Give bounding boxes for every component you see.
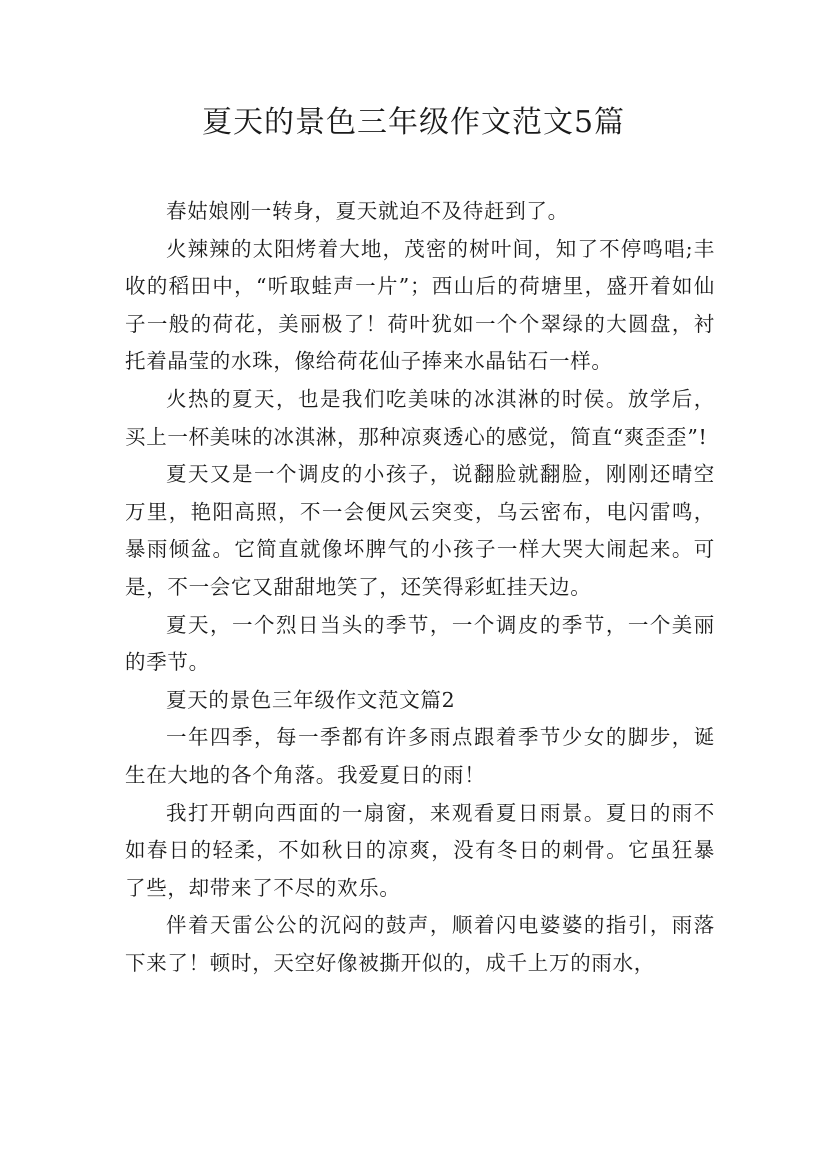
paragraph: 夏天又是一个调皮的小孩子，说翻脸就翻脸，刚刚还晴空万里，艳阳高照，不一会便风云突变，乌云密布，电闪雷鸣，暴雨倾盆。它简直就像坏脾气的小孩子一样大哭大闹起来。可是，不一会它又甜甜地笑了，还笑得彩虹挂天边。 xyxy=(125,462,715,599)
paragraph: 一年四季，每一季都有许多雨点跟着季节少女的脚步，诞生在大地的各个角落。我爱夏日的雨！ xyxy=(125,725,715,787)
paragraph: 夏天，一个烈日当头的季节，一个调皮的季节，一个美丽的季节。 xyxy=(125,612,715,675)
paragraph: 火热的夏天，也是我们吃美味的冰淇淋的时侯。放学后，买上一杯美味的冰淇淋，那种凉爽透心的感觉，简直“爽歪歪”! xyxy=(125,386,715,449)
page-title: 夏天的景色三年级作文范文5篇 xyxy=(201,105,626,140)
section-heading: 夏天的景色三年级作文范文篇2 xyxy=(166,687,456,712)
paragraph: 我打开朝向西面的一扇窗，来观看夏日雨景。夏日的雨不如春日的轻柔，不如秋日的凉爽，没有冬日的刺骨。它虽狂暴了些，却带来了不尽的欢乐。 xyxy=(125,800,715,900)
paragraph: 春姑娘刚一转身，夏天就迫不及待赶到了。 xyxy=(166,199,569,223)
paragraph: 伴着天雷公公的沉闷的鼓声，顺着闪电婆婆的指引，雨落下来了！顿时，天空好像被撕开似的，成千上万的雨水， xyxy=(125,913,715,975)
article-body xyxy=(125,193,715,982)
paragraph: 火辣辣的太阳烤着大地，茂密的树叶间，知了不停鸣唱;丰收的稻田中，“听取蛙声一片”；西山后的荷塘里，盛开着如仙子一般的荷花，美丽极了！荷叶犹如一个个翠绿的大圆盘，衬托着晶莹的水珠，像给荷花仙子捧来水晶钻石一样。 xyxy=(125,236,715,374)
